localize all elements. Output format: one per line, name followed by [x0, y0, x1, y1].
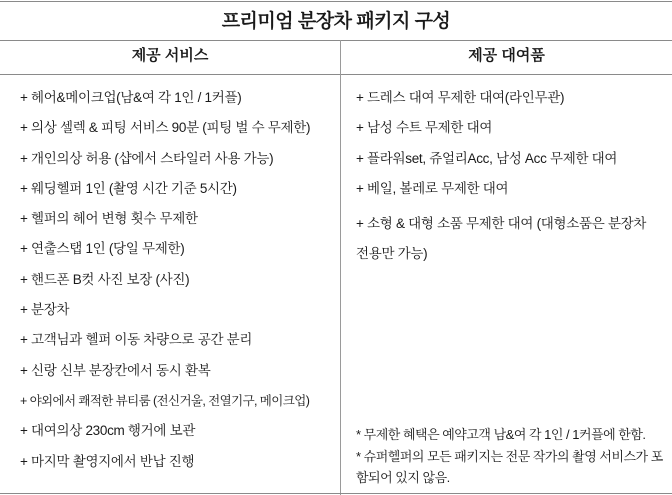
- list-item: + 야외에서 쾌적한 뷰티룸 (전신거울, 전열기구, 메이크업): [20, 393, 310, 408]
- column-divider: [340, 40, 341, 495]
- list-item: + 연출스탭 1인 (당일 무제한): [20, 241, 185, 257]
- list-item: + 의상 셀렉 & 피팅 서비스 90분 (피팅 벌 수 무제한): [20, 120, 311, 136]
- list-item: + 개인의상 허용 (샵에서 스타일러 사용 가능): [20, 150, 274, 166]
- bottom-border: [0, 493, 672, 494]
- header-bottom-border: [0, 74, 672, 75]
- list-item: + 웨딩헬퍼 1인 (촬영 시간 기준 5시간): [20, 180, 237, 196]
- list-item: + 남성 수트 무제한 대여: [356, 120, 493, 136]
- list-item: + 핸드폰 B컷 사진 보장 (사진): [20, 271, 190, 287]
- footnotes: [356, 424, 666, 489]
- list-item: + 베일, 볼레로 무제한 대여: [356, 180, 509, 196]
- header-top-border: [0, 40, 672, 41]
- list-item: + 고객님과 헬퍼 이동 차량으로 공간 분리: [20, 332, 253, 348]
- list-item: + 플라워set, 쥬얼리Acc, 남성 Acc 무제한 대여: [356, 150, 618, 166]
- list-item: + 헬퍼의 헤어 변형 횟수 무제한: [20, 211, 198, 227]
- services-list: [20, 88, 335, 482]
- list-item: + 신랑 신부 분장칸에서 동시 환복: [20, 362, 211, 378]
- page-title: 프리미엄 분장차 패키지 구성: [221, 11, 451, 32]
- list-item: + 헤어&메이크업(남&여 각 1인 / 1커플): [20, 90, 242, 105]
- list-item: + 마지막 촬영지에서 반납 진행: [20, 453, 195, 469]
- list-item: + 대여의상 230cm 행거에 보관: [20, 423, 196, 439]
- rentals-list: [356, 88, 656, 279]
- list-item: + 드레스 대여 무제한 대여(라인무관): [356, 90, 565, 105]
- rentals-column-header: 제공 대여품: [468, 47, 545, 64]
- top-border: [0, 1, 672, 2]
- services-column-header: 제공 서비스: [131, 47, 209, 64]
- footnote: * 슈퍼헬퍼의 모든 패키지는 전문 작가의 촬영 서비스가 포함되어 있지 않음.: [356, 449, 663, 485]
- footnote: * 무제한 혜택은 예약고객 남&여 각 1인 / 1커플에 한함.: [356, 427, 646, 442]
- list-item: + 분장차: [20, 302, 70, 318]
- list-item: + 소형 & 대형 소품 무제한 대여 (대형소품은 분장차 전용만 가능): [356, 216, 647, 262]
